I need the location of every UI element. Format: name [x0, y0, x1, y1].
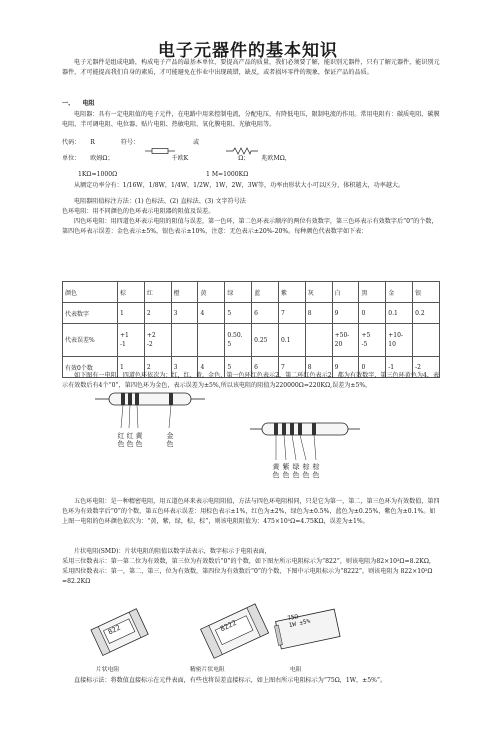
table-cell: 代表误差% — [63, 324, 118, 357]
table-cell: 有效0个数 — [63, 357, 118, 378]
section-title: 电阻 — [82, 100, 95, 107]
chip-marking-8222: 8222 — [219, 618, 238, 634]
band-label: 棕 色 — [312, 463, 320, 479]
table-cell: 1 — [118, 303, 145, 324]
band-label: 红 色 — [117, 432, 125, 448]
code-line — [62, 139, 199, 146]
table-cell: 橙 — [171, 282, 198, 303]
section-number: 一、 — [62, 100, 75, 107]
table-cell — [413, 324, 440, 357]
five-band-resistor-icon — [250, 420, 360, 462]
table-cell: 6 — [252, 303, 279, 324]
table-cell: +10- 10 — [386, 324, 413, 357]
table-cell: 0.1 — [386, 303, 413, 324]
table-cell: +1 -1 — [118, 324, 145, 357]
unit-mega: 兆欧MΩ， — [261, 155, 291, 162]
table-cell: 黄 — [198, 282, 225, 303]
table-cell: 颜色 — [63, 282, 118, 303]
caption-precision-chip: 精密片状电阻 — [190, 667, 225, 673]
five-band-description: 五色环电阻：是一种精密电阻，用五道色环来表示电阻阻值，方法与四色环电阻相同，只是它为第一，第二，第三色环为有效数值，第四色环为有效数字后“0”的个数，第五色环表示误差：用棕色表示±1%，红色为±2%，绿色为±0.5%，蓝色为±0.25%，紫色为±0.1%。如上图一电阻的色环颜色依次为：“黄，紫，绿，棕，棕”，则该电阻阻值为：475×10¹Ω=4.75KΩ，误差为±1%。 — [62, 498, 440, 525]
band-label: 绿 色 — [292, 463, 300, 479]
conversion-kilo: 1KΩ=1000Ω — [78, 171, 118, 178]
table-cell: 0 — [359, 357, 386, 378]
resistor-box-symbol-icon — [145, 147, 175, 155]
page-title: 电子元器件的基本知识 — [158, 41, 338, 61]
chip-resistor-icon — [85, 610, 155, 656]
band-label: 黄 色 — [272, 463, 280, 479]
caption-resistor: 电阻 — [290, 667, 302, 673]
table-cell: 7 — [278, 357, 305, 378]
resistor-definition: 电阻器：具有一定电阻值的电子元件，在电路中用来控制电流，分配电压，有降低电压，限制电流的作用。常用电阻有：碳质电阻、碳膜电阻、半可调电阻、电位器、贴片电阻、热敏电阻、氧化膜电阻、光敏电阻等。 — [62, 111, 440, 128]
four-band-description: 四色环电阻：用四道色环表示电阻的阻值与误差，第一色环，第二色环表示顺序的两位有效数字，第三色环表示有效数字后“0”的个数，第四色环表示误差：金色表示±5%，银色表示±10%，注意：无色表示±20%-20%。每种颜色代表数字如下表： — [62, 218, 438, 235]
resistor-marking-75ohm: 75Ω 1W ±5% — [286, 613, 311, 630]
table-cell: 白 — [332, 282, 359, 303]
band-label: 红 色 — [126, 432, 134, 448]
table-cell: 0.1 — [278, 324, 305, 357]
table-cell: +50- 20 — [332, 324, 359, 357]
table-cell: -1 — [386, 357, 413, 378]
table-cell: -2 — [413, 357, 440, 378]
table-cell: 5 — [225, 357, 252, 378]
color-code-table — [62, 281, 440, 378]
band-label: 紫 色 — [282, 463, 290, 479]
band-label: 金 色 — [166, 432, 174, 448]
table-row — [63, 324, 440, 357]
conversion-mega: 1 M=1000KΩ — [206, 171, 249, 178]
table-cell: 0 — [359, 303, 386, 324]
precision-chip-resistor-icon — [195, 605, 275, 660]
table-row — [63, 282, 440, 303]
code-label: 代码： — [62, 139, 81, 146]
section-heading — [62, 100, 95, 107]
caption-chip-resistor: 片状电阻 — [96, 667, 120, 673]
table-cell: 银 — [413, 282, 440, 303]
intro-paragraph: 电子元器件是组成电路，构成电子产品的最基本单位，要提高产品的质量，我们必须要了解，能识别元器件，只有了解元器件，能识别元器件，才可能提高我们自身的素质，才可能避免在作业中出现疏错，缺反，或者损坏零件的现象，保证产品的品质。 — [62, 59, 440, 76]
table-cell: 5 — [225, 303, 252, 324]
marking-methods: 电阻器阻值标注方法：(1) 色标法、(2) 直标法、(3) 文字符号法 — [74, 198, 246, 205]
chip-marking-822: 822 — [106, 623, 122, 637]
table-cell: 绿 — [225, 282, 252, 303]
color-code-intro: 色环电阻：用不同颜色的色环表示电阻器的阻值及误差。 — [62, 208, 215, 215]
table-cell: 9 — [332, 303, 359, 324]
table-cell: 8 — [305, 303, 332, 324]
table-cell: 3 — [171, 357, 198, 378]
four-band-resistor-icon — [95, 390, 205, 430]
table-cell: 9 — [332, 357, 359, 378]
four-band-example: 如下图有一电阻，四道色环依次为：红，红，黄，金色，第一色环红色表示2，第二环红色表示2，都为有效数字，第三色环黄色为4，表示有效数后有4个“0”，第四色环为金色，表示误差为±5%,所以该电阻的阻值为220000Ω=220KΩ,误差为±5%。 — [62, 372, 440, 389]
table-cell: 8 — [305, 357, 332, 378]
table-cell: 黑 — [359, 282, 386, 303]
table-cell: 2 — [144, 357, 171, 378]
code-value: R — [90, 139, 95, 146]
table-cell: +5 -5 — [359, 324, 386, 357]
unit-omega: Ω； — [238, 155, 250, 162]
unit-ohm: 欧姆Ω； — [90, 155, 114, 162]
table-cell: 金 — [386, 282, 413, 303]
smd-intro: 片状电阻(SMD)：片状电阻的阻值以数字法表示，数字标示于电阻表面， — [74, 548, 271, 555]
table-cell: 紫 — [278, 282, 305, 303]
symbol-or: 或 — [192, 139, 200, 146]
table-cell: +2 -2 — [144, 324, 171, 357]
table-cell: 3 — [171, 303, 198, 324]
table-cell — [198, 324, 225, 357]
unit-kilo: 千欧K — [171, 155, 189, 162]
table-cell: 0.25 — [252, 324, 279, 357]
table-cell: 蓝 — [252, 282, 279, 303]
table-cell: 红 — [144, 282, 171, 303]
symbol-label: 符号： — [120, 139, 140, 146]
resistor-zigzag-symbol-icon — [226, 147, 258, 155]
band-label: 棕 色 — [302, 463, 310, 479]
table-cell: 4 — [198, 303, 225, 324]
band-label: 黄 色 — [135, 432, 143, 448]
direct-marking-description: 直接标示法：将数值直接标示在元件表面，有些也将误差直接标示，如上图右所示电阻标示为“75Ω，1W，±5%”。 — [74, 677, 387, 684]
table-cell: 2 — [144, 303, 171, 324]
table-row — [63, 303, 440, 324]
table-cell: 代表数字 — [63, 303, 118, 324]
table-cell: 7 — [278, 303, 305, 324]
unit-label: 单位： — [62, 155, 81, 162]
table-cell — [171, 324, 198, 357]
unit-line — [62, 155, 291, 162]
table-cell: 0.2 — [413, 303, 440, 324]
table-cell: 棕 — [118, 282, 145, 303]
table-cell: 灰 — [305, 282, 332, 303]
smd-description: 采用三位数表示：第一第二位为有效数，第三位为有效数后“0”的个数，如下图左所示电阻标示为“822”，则该电阻为82×10²Ω=8.2KΩ，采用四位数表示：第一，第二，第三，位为有效数，第四位为有效数后“0”的个数，下图中示电阻标示为“8222”，则该电阻为 822×10²Ω =82.2KΩ — [62, 558, 435, 585]
table-cell: 1 — [118, 357, 145, 378]
power-rating: 从额定功率分有：1/16W，1/8W，1/4W，1/2W，1W，2W，3W等，功率由形状大小可以区分，体积越大，功率越大。 — [74, 182, 405, 189]
table-cell: 6 — [252, 357, 279, 378]
table-cell — [305, 324, 332, 357]
table-cell: 0.50. 5 — [225, 324, 252, 357]
table-cell: 4 — [198, 357, 225, 378]
